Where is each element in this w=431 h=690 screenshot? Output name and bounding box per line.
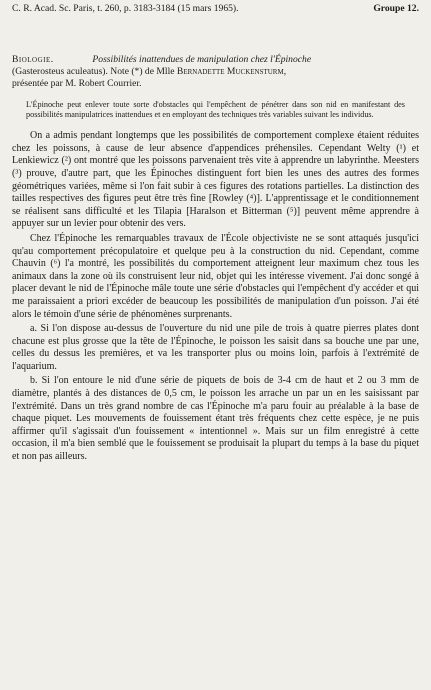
abstract: L'Épinoche peut enlever toute sorte d'obstacles qui l'empêchent de pénétrer dans son nid en manifestant des possibilités manipulatrices inattendues et en employant des techniques très variables suivant les individus. — [26, 100, 405, 119]
journal-citation: C. R. Acad. Sc. Paris, t. 260, p. 3183-3184 (15 mars 1965). — [12, 3, 239, 14]
title-line-1 — [12, 54, 419, 66]
note-label: Note (*) de Mlle — [107, 66, 177, 77]
group-label: Groupe 12. — [373, 3, 419, 14]
paragraph-a: a. Si l'on dispose au-dessus de l'ouverture du nid une pile de trois à quatre pierres plates dont chacune est plus grosse que la tête de l'Épinoche, le poisson les saisit dans sa bouche une par une, celles du dessus les premières, et va les transporter plus ou moins loin, parfois à l'extrémité de l'aquarium. — [12, 323, 419, 372]
article-title: Possibilités inattendues de manipulation chez l'Épinoche — [92, 54, 312, 65]
species-name: (Gasterosteus aculeatus). — [12, 66, 108, 77]
author-name: Bernadette Muckensturm, — [176, 66, 287, 77]
title-line-2 — [12, 66, 419, 78]
paragraph-2: Chez l'Épinoche les remarquables travaux de l'École objectiviste ne se sont attaqués jusqu'ici qu'au comportement précopulatoire et quelque peu à la construction du nid. Cependant, comme Chauvin (⁶) l'a montré, les possibilités du comportement atteignent leur maximum chez tous les animaux dans la zone où ils construisent leur nid, objet qui les intéresse vivement. J'ai donc songé à placer devant le nid de l'Épinoche mâle toute une série d'obstacles qui l'empêchent d'y accéder et qui me paraissaient a priori excéder de beaucoup les possibilités de manipulation d'un poisson. J'ai été alors le témoin d'une série de phénomènes surprenants. — [12, 232, 419, 320]
body-text — [12, 130, 419, 463]
title-line-3: présentée par M. Robert Courrier. — [12, 78, 142, 89]
paragraph-b: b. Si l'on entoure le nid d'une série de piquets de bois de 3-4 cm de haut et 2 ou 3 mm de diamètre, plantés à des distances de 0,5 cm, le poisson les arrache un par un en les saisissant par l'extrémité. Dans un très grand nombre de cas l'Épinoche m'a paru fouir au préalable à la base de chaque piquet. Les mouvements de fouissement étant très fréquents chez cette espèce, je ne puis affirmer qu'il s'agissait d'un fouissement « intentionnel ». Mais sur un film enregistré à cette occasion, il m'a bien semblé que le fouissement se produisait la plupart du temps à la base du piquet et non pas ailleurs. — [12, 375, 419, 463]
paragraph-1: On a admis pendant longtemps que les possibilités de comportement complexe étaient réduites chez les poissons, à cause de leur absence d'appendices préhensiles. Cependant Welty (¹) et Lenkiewicz (²) ont montré que les poissons parvenaient très vite à apprendre un labyrinthe. Meesters (³) prouve, d'autre part, que les Épinoches distinguent fort bien les unes des autres des formes géométriques variées, même si l'on fait subir à ces figures des rotations partielles. La distinction des tailles respectives des figures peut être très fine [Rowley (⁴)]. L'apprentissage et le conditionnement se réalisent sans difficulté et les Tilapia [Haralson et Bitterman (⁵)] peuvent même apprendre à appuyer sur un levier pour obtenir des vers. — [12, 130, 419, 230]
section-label: Biologie. — [12, 54, 54, 65]
page-header — [12, 0, 419, 15]
